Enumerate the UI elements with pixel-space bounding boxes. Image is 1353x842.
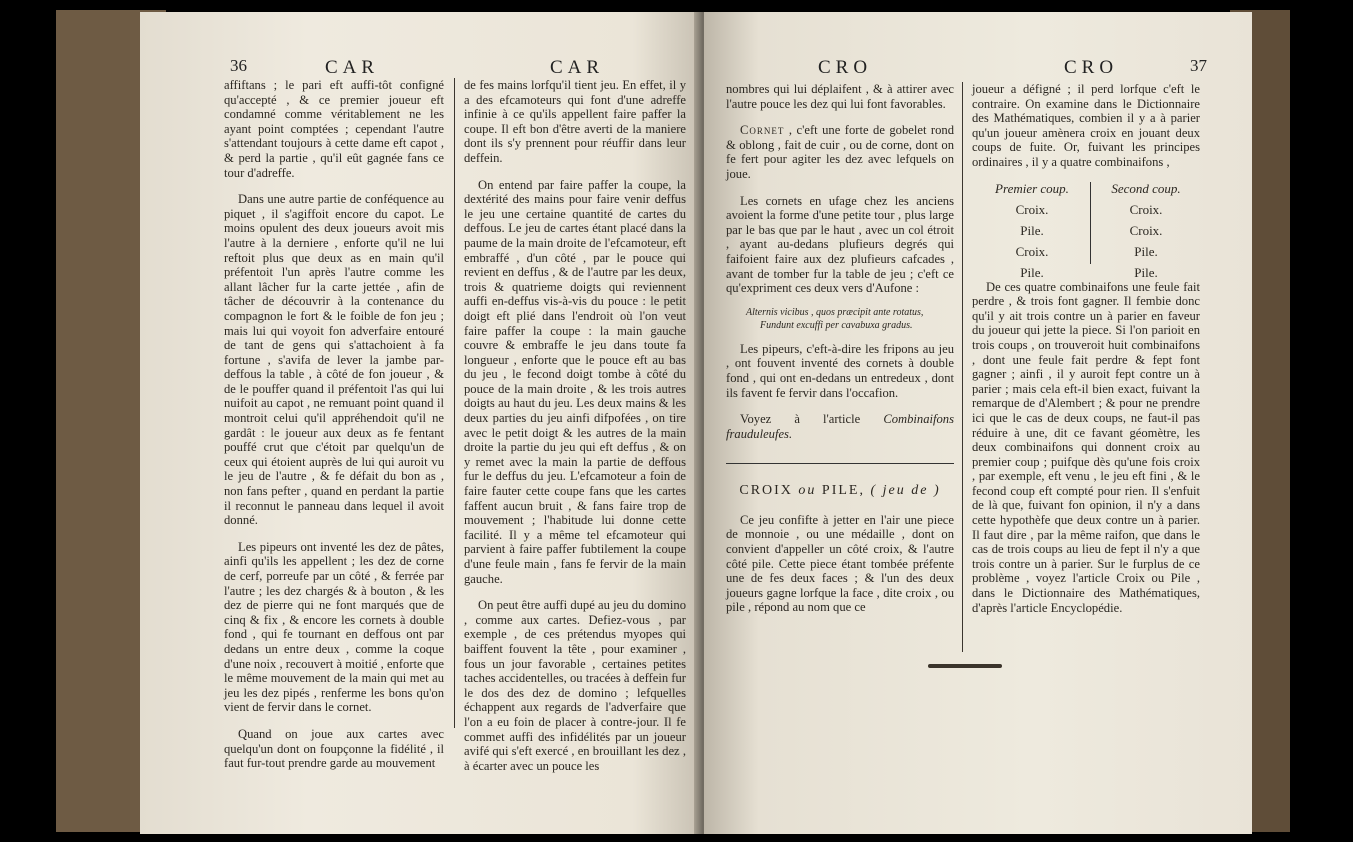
text-column-1 — [726, 82, 954, 615]
paragraph: Les pipeurs, c'eft-à-dire les fripons au jeu , ont fouvent inventé des cornets à double fond , qui ont en-dedans un entredeux , dont ils favent fe fervir dans l'occafion. — [726, 341, 954, 400]
paragraph: On peut être auffi dupé au jeu du domino , comme aux cartes. Defiez-vous , par exemple , de ces prétendus myopes qui baiffent fouvent la tête , pour examiner , fous un jour favorable , certaines petites taches accidentelles, ou tracées à deffein fur le dos des dez de domino ; lefquelles échappent aux regards de l'adverfaire que l'on a eu foin de placer à contre-jour. Il fe commet auffi des infidélités par un joueur avifé qui s'eft exercé , en brouillant les dez , à écarter avec un pouce les — [464, 598, 686, 773]
paragraph: Ce jeu confifte à jetter en l'air une piece de monnoie , ou une médaille , dont on convient d'appeller un côté croix, & l'autre côté pile. Cette piece étant tombée préfente une de fes deux faces ; & l'un des deux joueurs gagne lorfque la face , dite croix , ou pile , répond au nom que ce — [726, 512, 954, 615]
running-header: CRO — [1064, 57, 1119, 78]
article-title: CROIX ou PILE, ( jeu de ) — [739, 483, 941, 499]
page-number: 37 — [1190, 56, 1207, 75]
paragraph: Quand on joue aux cartes avec quelqu'un dont on foupçonne la fidélité , il faut fur-tout prendre garde au mouvement — [224, 726, 444, 771]
text-column-1 — [224, 78, 444, 771]
text-column-2 — [972, 82, 1200, 615]
paragraph: nombres qui lui déplaifent , & à attirer avec l'autre pouce les dez qui lui font favorables. — [726, 82, 954, 111]
entry-headword: Cornet — [740, 123, 785, 138]
paragraph: Les pipeurs ont inventé les dez de pâtes, ainfi qu'ils les appellent ; les dez de corne de cerf, porreufe par un côté , & ferrée par l'autre ; les dez chargés & à bouton , & les dez de pierre qui ne font marqués que de cinq & fix , & encore les cornets à double fond , qui fe tournant en deffous ont par dedans un entre deux , comme la coque d'une noix , recouvert à moitié , enforte que le même mouvement de la main qui met au jeu les dez pipés , renferme les bons qu'on vient de fervir dans le cornet. — [224, 539, 444, 715]
page-number: 36 — [230, 56, 247, 75]
column-rule — [962, 82, 963, 652]
paragraph: Dans une autre partie de conféquence au piquet , il s'agiffoit encore du capot. Le moins opulent des deux joueurs avoit mis l'autre à la derniere , enforte qu'il ne lui reftoit plus que deux as en main qu'il préfentoit l'un après l'autre comme les allant lâcher fur la carte jettée , afin de tâcher de découvrir à la contenance du compagnon le fort & le foible de fon jeu ; mais lui qui voyoit fon adverfaire entouré de tant de gens qui s'attachoient à fa fortune , s'avifa de lever la jambe par-deffous la table , à côté de fon joueur , & de le pouffer quand il préfentoit l'as qui lui nuifoit au capot , ne remuant point quand il montroit celui qu'il appréhendoit qu'il ne gardât : le joueur aux deux as fe fentant pouffé crut que c'étoit par quelqu'un de ceux qui étoient auprès de lui qui auroit vu le jeu de l'autre , & fe défait du bon as , non fans pefter , quand en perdant la partie il reconnut le panneau dans lequel il avoit donné. — [224, 192, 444, 528]
right-page — [704, 12, 1252, 834]
latin-verse: Alternis vicibus , quos præcipit ante rotatus, Fundunt excuffi per cavabuxa gradus. — [746, 306, 924, 331]
table-column-first: Premier coup. Croix. Pile. Croix. Pile. — [995, 180, 1069, 280]
cross-reference: Voyez à l'article Combinaifons frauduleufes. — [726, 412, 955, 441]
running-header: CAR — [325, 57, 380, 78]
paragraph-cornet: Cornet , c'eft une forte de gobelet rond & oblong , fait de cuir , ou de corne, dont on fe fert pour agiter les dez avec lefquels on joue. — [726, 123, 954, 181]
running-header: CAR — [550, 57, 605, 78]
section-divider — [726, 463, 954, 464]
paragraph: de fes mains lorfqu'il tient jeu. En effet, il y a des efcamoteurs qui font d'une adreffe infinie à ce qu'ils appellent faire paffer la coupe. Il eft bon d'être averti de la maniere dont ils s'y prennent pour réuffir dans leur deffein. — [464, 78, 686, 165]
running-header: CRO — [818, 57, 873, 78]
table-divider — [1090, 182, 1091, 264]
text-column-2 — [464, 78, 686, 773]
end-ornament — [928, 664, 1002, 668]
cross-reference-link[interactable]: Combinaifons frauduleufes. — [726, 412, 955, 441]
paragraph: affiftans ; le pari eft auffi-tôt configné qu'accepté , & ce premier joueur eft condamné comme véritablement ne les ayant point comptées ; cependant l'autre s'attendant toujours à cette dame eft capot , & perd la partie , qu'il eût gagnée fans ce tour d'adreffe. — [224, 78, 444, 180]
paragraph: De ces quatre combinaifons une feule fait perdre , & trois font gagner. Il fembie donc qu'il y ait trois contre un à parier en faveur du joueur qui jette la piece. Si l'on parioit en trois coups , on trouveroit huit combinaifons , dont une feule fait perdre & fept font gagner ; ainfi , il y auroit fept contre un à parier ; mais cela eft-il bien exact, fuivant la remarque de d'Alembert ; & pour ne prendre ici que le cas de deux coups, ne faut-il pas réduire à une, dit ce favant géomètre, les deux combinaifons qui donnent croix au premier coup ; puifque dès qu'une fois croix , par exemple, eft venu , le jeu eft fini , & le fecond coup eft compté pour rien. Il s'enfuit de là que, fuivant fon opinion, il n'y a dans cette hypothèfe que deux contre un à parier. Il faut dire , par la même raifon, que dans le cas de trois coups au lieu de fept il n'y a que trois contre un à parier. Sur le furplus de ce problème , voyez l'article Croix ou Pile , dans le Dictionnaire des Mathématiques, d'après l'article Encyclopédie. — [972, 279, 1200, 615]
column-rule — [454, 78, 455, 728]
paragraph: Les cornets en ufage chez les anciens avoient la forme d'une petite tour , plus large par le bas que par le haut , avec un col étroit , ayant au-dedans plufieurs degrés qui faifoient faire aux dez plufieurs cafcades , avant de tomber fur la table de jeu ; c'eft ce qu'expriment ces deux vers d'Aufone : — [726, 193, 954, 296]
combinations-table — [972, 178, 1200, 280]
paragraph: joueur a défigné ; il perd lorfque c'eft le contraire. On examine dans le Dictionnaire des Mathématiques, combien il y a à parier qu'un joueur amènera croix en jouant deux coups de fuite. Or, fuivant les principes ordinaires , il y a quatre combinaifons , — [972, 82, 1200, 169]
table-column-second: Second coup. Croix. Croix. Pile. Pile. — [1111, 180, 1181, 280]
paragraph: On entend par faire paffer la coupe, la dextérité des mains pour faire venir deffus le jeu une certaine quantité de cartes du deffous. Le jeu de cartes étant placé dans la paume de la main droite de l'efcamoteur, eft embraffé , d'un côté , par le pouce qui revient en deffus , & de l'autre par les deux, trois & quatrieme doigts qui reviennent auffi en-deffus vis-à-vis du pouce : le petit doigt eft plié dans l'endroit où l'on veut faire paffer la coupe : la main gauche couvre & embraffe le jeu dans toute fa longueur , enforte que le pouce eft au bas du jeu , le fecond doigt tombe à côté du pouce de la main droite , & les trois autres doigts au haut du jeu. Les deux mains & les deux parties du jeu ainfi difpofées , on tire avec le petit doigt & les autres de la main droite la partie du jeu qui eft deffus , & on y remet avec la main la partie de deffous fur le deffus du jeu. L'efcamoteur a foin de faire fauter cette coupe fans que les cartes faffent aucun bruit , & fans faire trop de mouvement ; l'habitude lui donne cette facilité. Il y a même tel efcamoteur qui parvient à faire paffer fubtilement la coupe d'une feule main , fans fe fervir de la main gauche. — [464, 177, 686, 586]
left-page — [140, 12, 700, 834]
